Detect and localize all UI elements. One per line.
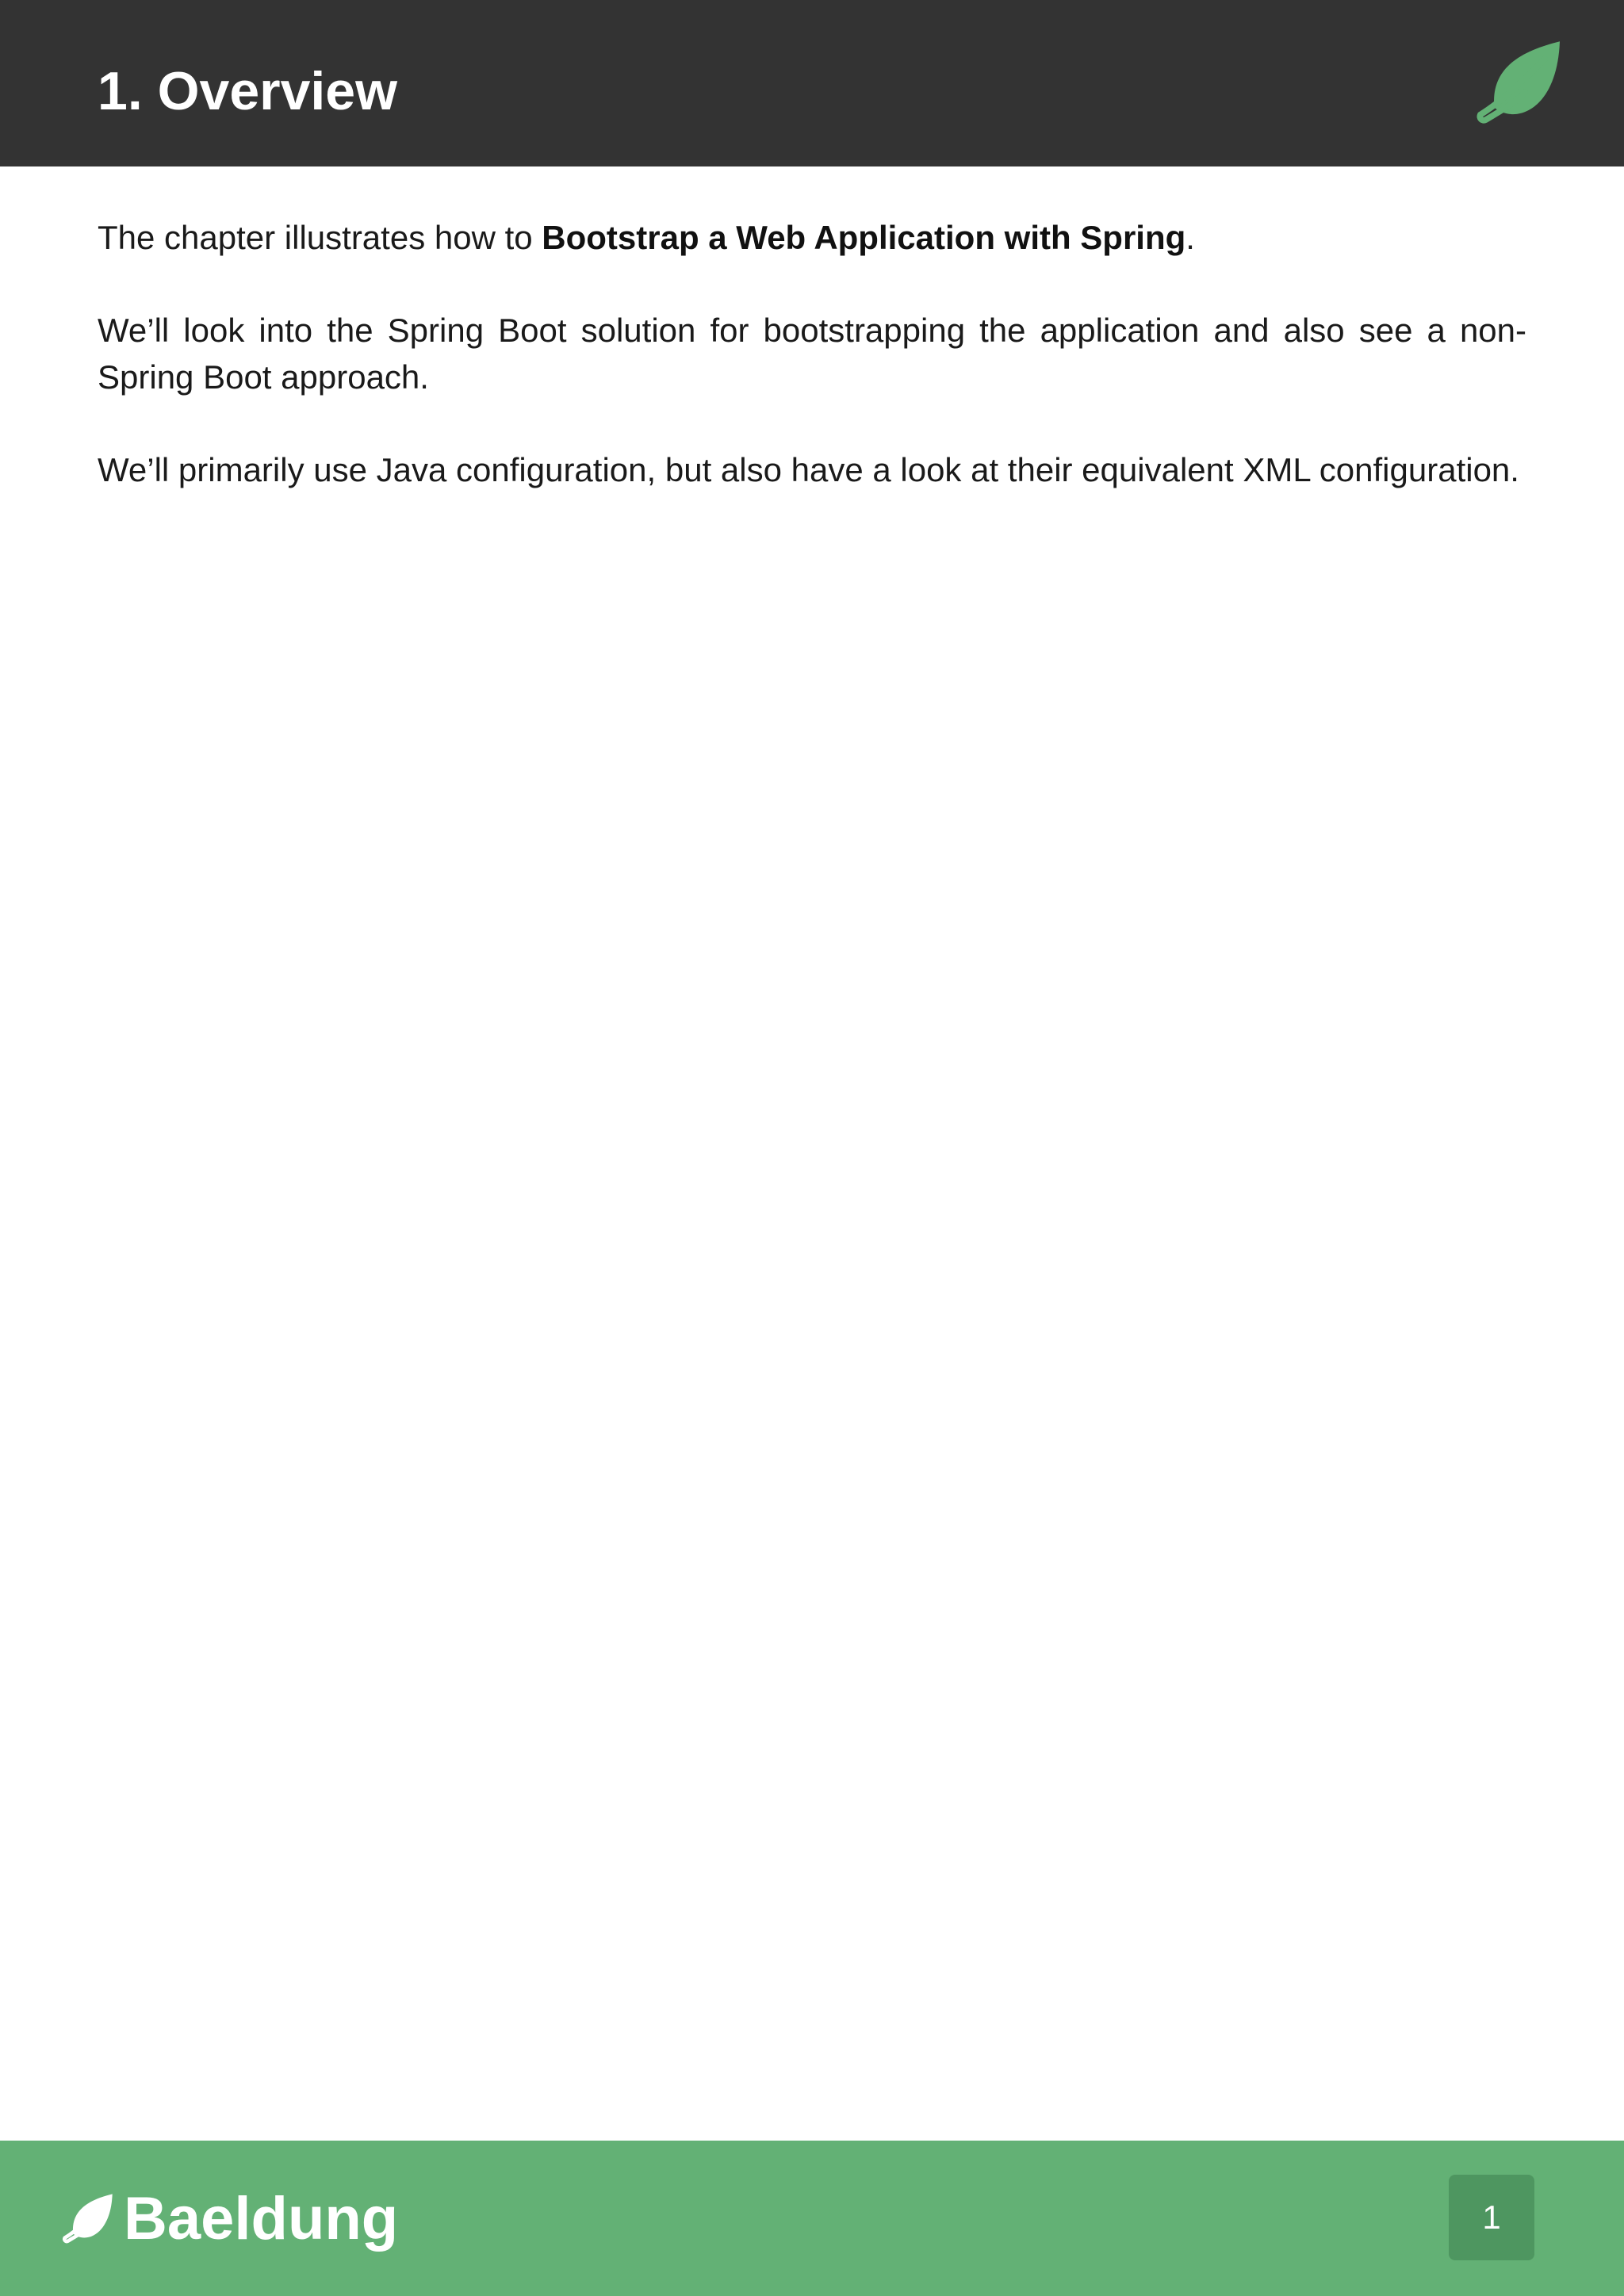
section-title: 1. Overview [98, 61, 398, 121]
approach-paragraph: We’ll look into the Spring Boot solution for bootstrapping the application and also see a non-Spring Boot approach. [98, 312, 1526, 396]
page-header [0, 0, 1624, 166]
configuration-paragraph: We’ll primarily use Java configuration, but also have a look at their equivalent XML configuration. [98, 451, 1519, 488]
page-number-badge [1449, 2175, 1534, 2260]
leaf-icon [62, 2193, 116, 2245]
intro-paragraph: The chapter illustrates how to Bootstrap a Web Application with Spring. [98, 219, 1195, 256]
baeldung-logo [62, 2185, 398, 2253]
page-content [98, 214, 1526, 539]
brand-name: Baeldung [124, 2185, 399, 2252]
leaf-icon [1475, 40, 1566, 127]
page-number: 1 [1482, 2198, 1501, 2236]
highlighted-topic: Bootstrap a Web Application with Spring [542, 219, 1186, 256]
